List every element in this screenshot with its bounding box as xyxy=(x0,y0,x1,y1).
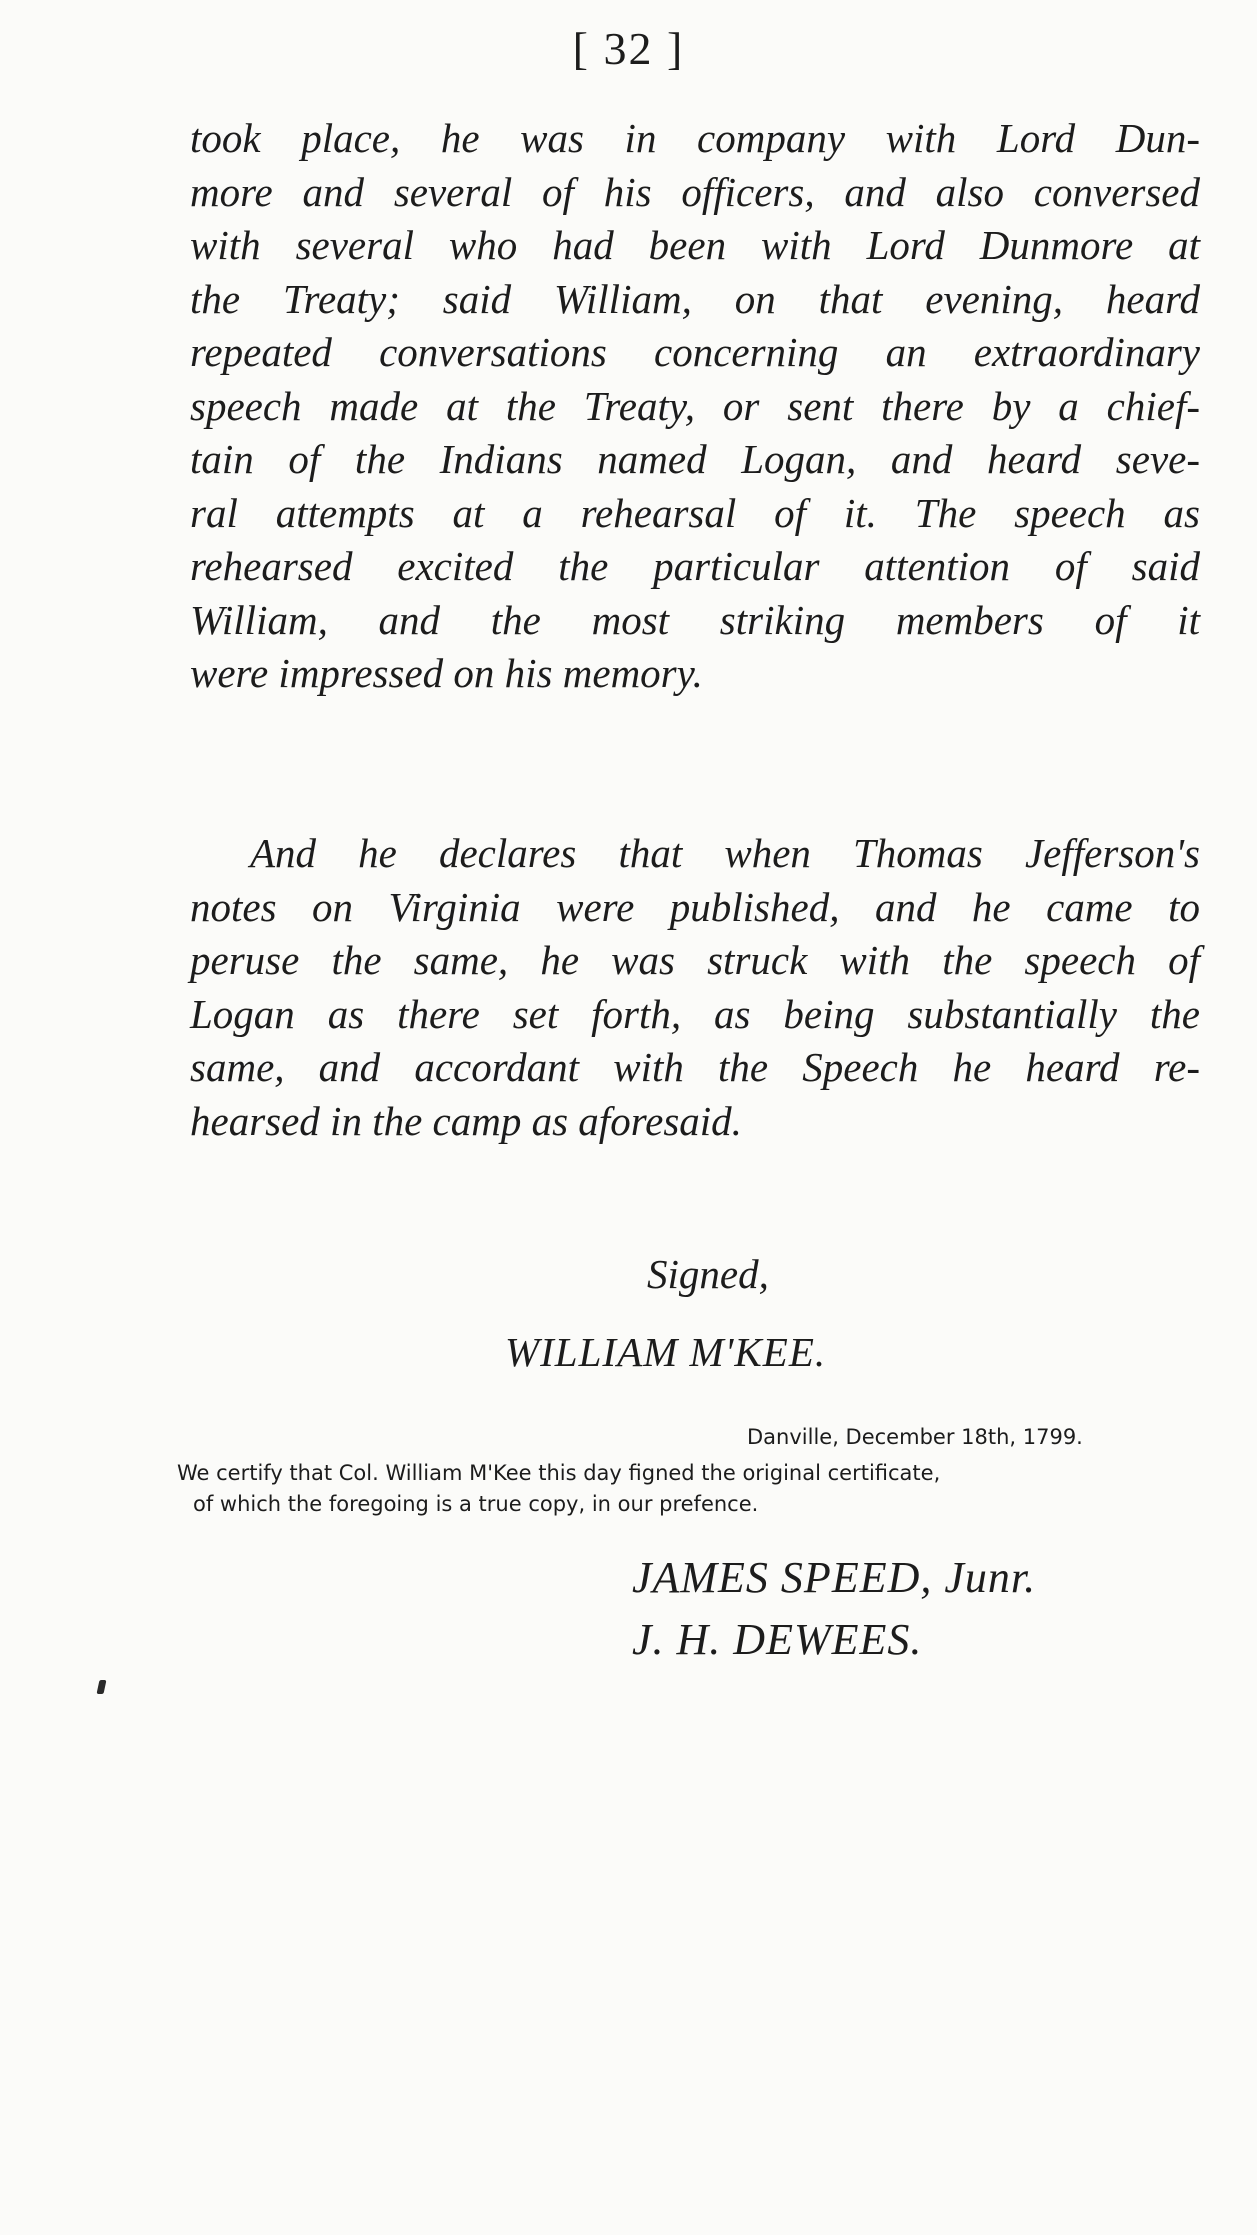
text-line: rehearsed excited the particular attention of said xyxy=(190,543,1200,589)
text-line: tain of the Indians named Logan, and heard seve- xyxy=(190,436,1200,482)
text-line: notes on Virginia were published, and he came to xyxy=(190,883,1200,930)
text-line: William, and the most striking members of it xyxy=(190,596,1200,643)
text-line: And he declares that when Thomas Jefferson's xyxy=(250,830,1200,876)
signed-label: Signed, xyxy=(647,1251,769,1297)
text-line: Logan as there set forth, as being substantially the xyxy=(190,990,1200,1037)
page-number: [ 32 ] xyxy=(572,23,685,74)
text-line: speech made at the Treaty, or sent there by a chief- xyxy=(190,382,1200,429)
certification-note xyxy=(177,1458,1207,1520)
paragraph-1 xyxy=(190,112,1200,701)
signer-name: J. H. DEWEES. xyxy=(632,1615,923,1664)
text-line: the Treaty; said William, on that evening, heard xyxy=(190,275,1200,322)
text-line: more and several of his officers, and also conversed xyxy=(190,168,1200,215)
text-line: took place, he was in company with Lord Dun- xyxy=(190,115,1200,161)
signer-name: JAMES SPEED, Junr. xyxy=(632,1553,1037,1602)
certification-line: We certify that Col. William M'Kee this day figned the original certificate, xyxy=(177,1461,941,1485)
text-line: with several who had been with Lord Dunmore at xyxy=(190,222,1200,268)
certification-line: of which the foregoing is a true copy, in our prefence. xyxy=(193,1492,759,1516)
signature-name: WILLIAM M'KEE. xyxy=(505,1329,827,1375)
text-line: ral attempts at a rehearsal of it. The speech as xyxy=(190,489,1200,536)
paragraph-2 xyxy=(190,827,1200,1148)
text-line: were impressed on his memory. xyxy=(190,650,703,696)
text-line: same, and accordant with the Speech he heard re- xyxy=(190,1044,1200,1090)
ink-mark xyxy=(97,1680,107,1694)
text-line: repeated conversations concerning an extraordinary xyxy=(190,329,1200,375)
text-line: peruse the same, he was struck with the speech of xyxy=(190,937,1200,983)
dateline: Danville, December 18th, 1799. xyxy=(747,1425,1083,1449)
text-line: hearsed in the camp as aforesaid. xyxy=(190,1097,742,1144)
